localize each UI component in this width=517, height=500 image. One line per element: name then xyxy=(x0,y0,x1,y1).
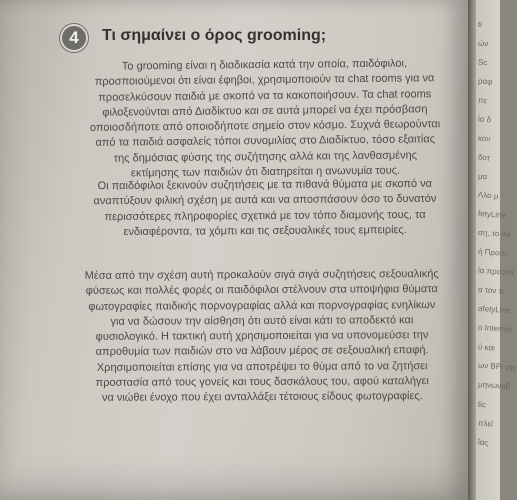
section-title: Τι σημαίνει ο όρος grooming; xyxy=(102,27,327,44)
next-page-text-fragment: ύ και xyxy=(477,342,496,353)
next-page-text-fragment: ο Internet xyxy=(477,322,513,335)
text-line: Χρησιμοποιείται επίσης για να αποτρέψει το θύμα από το να ζητήσει xyxy=(96,359,428,374)
paragraph-2 xyxy=(70,177,460,241)
book-gutter xyxy=(468,0,476,500)
next-page-edge xyxy=(476,0,517,500)
text-line: της δημόσιας φύσης της συζήτησης αλλά και της λανθασμένης xyxy=(113,149,418,165)
next-page-text-fragment: ων ΒΡι της xyxy=(477,360,517,373)
next-page-text-fragment: tic xyxy=(477,399,487,410)
text-line: περισσότερες πληροφορίες σχετικά με τον τόπο διαμονής τους, τα xyxy=(104,208,426,223)
next-page-text-fragment: afetyLine xyxy=(477,303,511,316)
next-page-text-fragment: ti xyxy=(477,19,483,30)
text-line: φυσιολογικό. Η τακτική αυτή χρησιμοποιείται για να υπονομεύσει την xyxy=(95,329,429,344)
next-page-text-fragment: κον xyxy=(477,133,491,144)
text-line: φύσεως και πολλές φορές οι παιδόφιλοι στέλνουν στα υποψήφια θύματα xyxy=(85,283,438,298)
paragraph-1 xyxy=(69,56,460,182)
text-line: προστασία από τους γονείς και τους δασκάλους του, αφού καταλήγει xyxy=(95,375,429,389)
next-page-text-fragment: πλεί xyxy=(477,418,494,429)
next-page-text-fragment: ΐας xyxy=(477,437,489,448)
next-page-text-fragment: μηνωνοβ xyxy=(477,379,511,392)
next-page-text-fragment: ή Προστ xyxy=(477,246,508,259)
next-page-text-fragment: fetyLine xyxy=(477,209,507,220)
text-line: από τα παιδιά ασφαλείς τόποι συνομιλίας στο Διαδίκτυο, τόσο εξαιτίας xyxy=(95,133,436,150)
text-line: Μέσα από την σχέση αυτή προκαλούν σιγά σιγά συζητήσεις σεξουαλικής xyxy=(84,268,439,282)
text-line: απροθυμία των παιδιών στο να λάβουν μέρος σε σεξουαλική επαφή. xyxy=(95,344,429,359)
next-page-text-fragment: ία δ xyxy=(477,114,492,125)
text-line: φωτογραφίες παιδικής πορνογραφίας αλλά και πορνογραφίας ενηλίκων xyxy=(88,298,436,313)
next-page-text-fragment: ση, το Ακ xyxy=(477,227,511,240)
text-line: φιλοξενούνται από Διαδίκτυο και σε αυτά μπορεί να έχει πρόσβαση xyxy=(102,103,428,119)
text-line: ενδιαφέροντα, τα χόμπι και τις σεξουαλικές τους εμπειρίες. xyxy=(123,223,407,238)
next-page-text-fragment: πε xyxy=(477,95,488,106)
next-page-text-fragment: Sc xyxy=(477,57,488,68)
text-line: αναπτύξουν φιλική σχέση με αυτά και να αποσπάσουν όσο το δυνατόν xyxy=(93,193,437,208)
text-line: Οι παιδόφιλοι ξεκινούν συζητήσεις με τα πιθανά θύματα με σκοπό να xyxy=(97,177,433,193)
next-page-text-fragment: μα xyxy=(477,171,488,182)
text-line: να νιώθει ένοχο που έχει ανταλλάξει τέτοιους είδους φωτογραφίες. xyxy=(101,390,423,405)
text-line: εκτίμησης των παιδιών ότι διατηρείται η ανωνυμία τους. xyxy=(130,164,401,180)
next-page-text-fragment: ών xyxy=(477,38,489,49)
next-page-text-fragment: α τον π xyxy=(477,285,505,296)
text-line: για να δώσουν την αίσθηση ότι αυτό είναι κάτι το αποδεκτό και xyxy=(110,314,414,328)
next-page-text-fragment: ραφ xyxy=(477,76,493,87)
next-page-text-fragment: δοτ xyxy=(477,152,491,163)
text-line: Το grooming είναι η διαδικασία κατά την οποία, παιδόφιλοι, xyxy=(121,57,408,73)
text-line: προσποιούμενοι ότι είναι έφηβοι, χρησιμοποιούν τα chat rooms για να xyxy=(94,72,435,89)
next-page-text-fragment: Λλο μ xyxy=(477,190,499,201)
text-line: προσελκύσουν παιδιά με σκοπό να τα κακοποιήσουν. Τα chat rooms xyxy=(98,87,432,104)
paragraph-3 xyxy=(62,267,463,407)
text-line: οποιοσδήποτε από οποιοδήποτε σημείο στον κόσμο. Συχνά θεωρούνται xyxy=(89,118,441,135)
next-page-text-fragment: ία προστα xyxy=(477,265,515,278)
section-number-badge: 4 xyxy=(60,24,88,52)
